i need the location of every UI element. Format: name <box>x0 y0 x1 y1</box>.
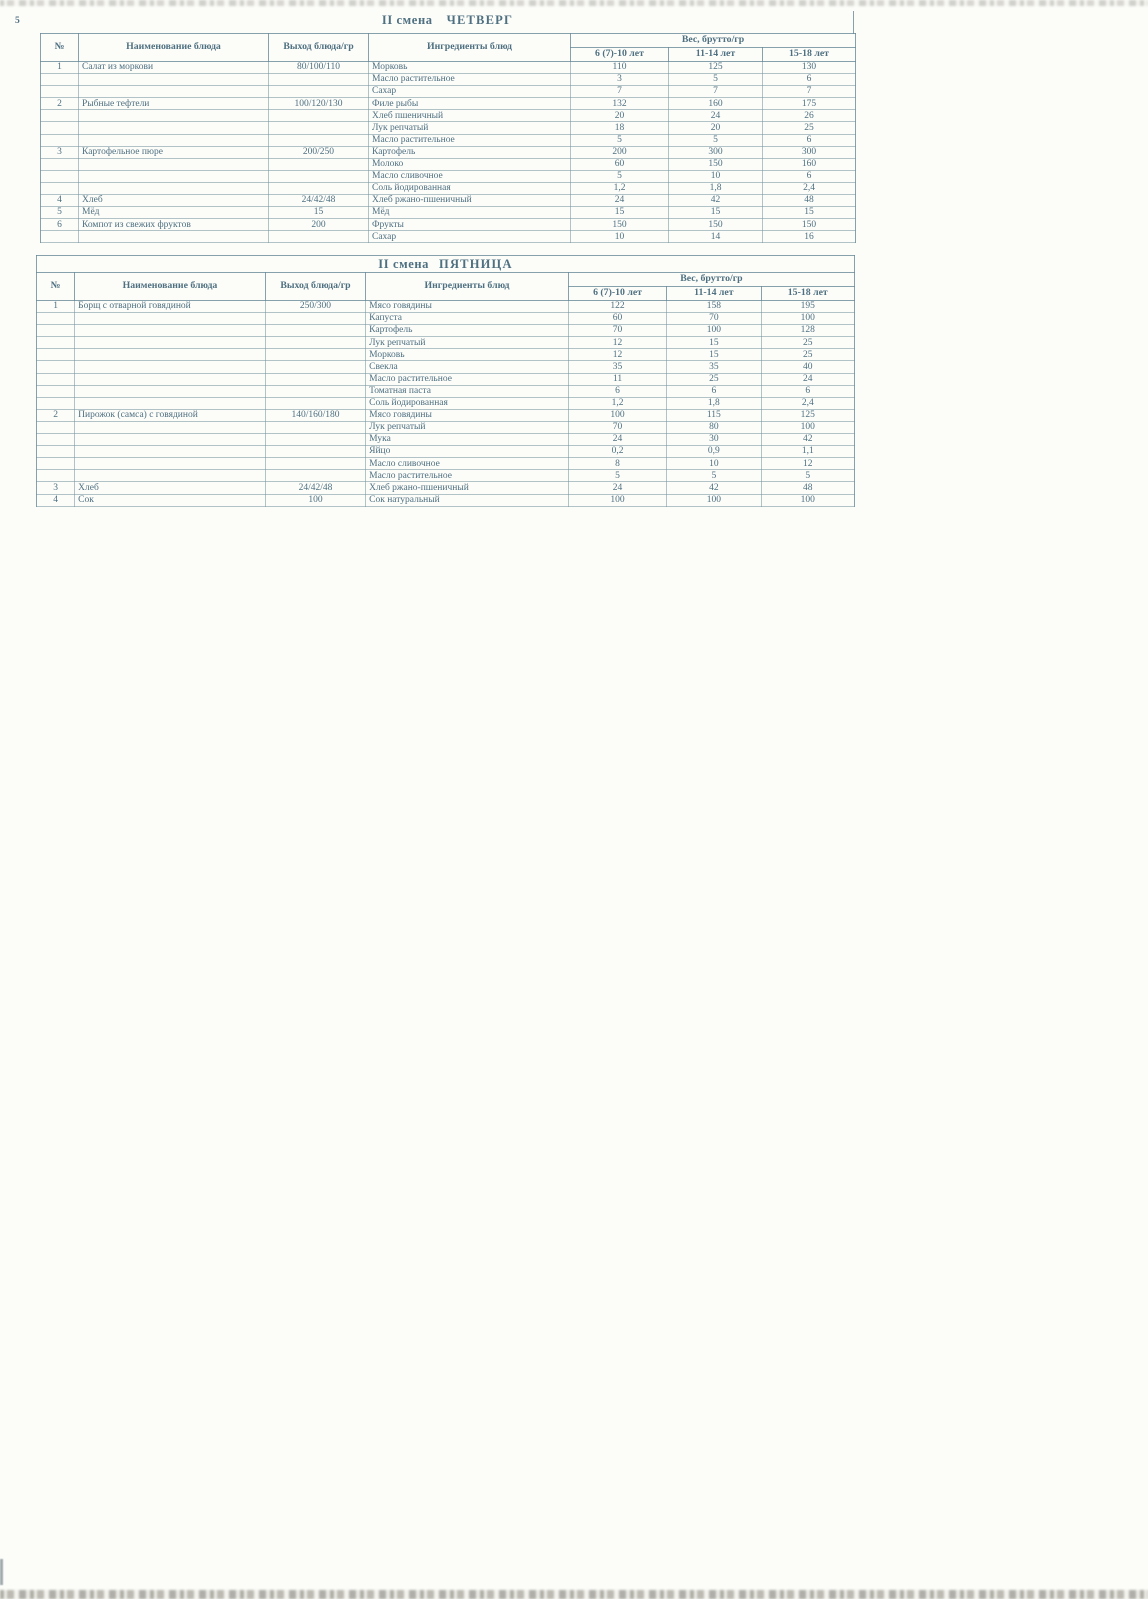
table-row <box>37 337 855 349</box>
ingredient-cell: Сахар <box>369 86 571 98</box>
row-num-cell: 3 <box>41 146 79 158</box>
table-row <box>37 301 855 313</box>
weight-6-10-cell: 24 <box>568 434 666 446</box>
row-num-cell <box>37 337 75 349</box>
dish-name-cell <box>75 421 266 433</box>
dish-output-cell <box>265 446 365 458</box>
col-header-dish: Наименование блюда <box>79 34 269 62</box>
dish-name-cell: Борщ с отварной говядиной <box>75 301 266 313</box>
table-row <box>41 86 856 98</box>
dish-output-cell <box>265 361 365 373</box>
row-num-cell: 4 <box>37 494 75 506</box>
col-header-age-11-14: 11-14 лет <box>669 48 763 62</box>
dish-output-cell <box>265 434 365 446</box>
weight-6-10-cell: 200 <box>571 146 669 158</box>
weight-6-10-cell: 1,2 <box>571 182 669 194</box>
shift-label: II смена <box>381 13 433 27</box>
dish-output-cell: 80/100/110 <box>269 62 369 74</box>
table-row <box>41 231 856 243</box>
weight-6-10-cell: 60 <box>571 158 669 170</box>
weight-11-14-cell: 100 <box>667 494 761 506</box>
weight-6-10-cell: 24 <box>568 482 666 494</box>
dish-output-cell <box>265 458 365 470</box>
weight-6-10-cell: 15 <box>571 207 669 219</box>
weight-15-18-cell: 25 <box>761 337 854 349</box>
ingredient-cell: Масло растительное <box>366 373 569 385</box>
weight-6-10-cell: 132 <box>571 98 669 110</box>
weight-11-14-cell: 1,8 <box>669 182 763 194</box>
weight-15-18-cell: 1,1 <box>761 446 854 458</box>
weight-6-10-cell: 110 <box>571 62 669 74</box>
dish-name-cell: Пирожок (самса) с говядиной <box>75 409 266 421</box>
weight-11-14-cell: 160 <box>669 98 763 110</box>
weight-15-18-cell: 12 <box>761 458 854 470</box>
dish-name-cell <box>75 349 266 361</box>
row-num-cell <box>37 421 75 433</box>
weight-11-14-cell: 15 <box>669 207 763 219</box>
weight-15-18-cell: 2,4 <box>761 397 854 409</box>
table-row <box>37 373 855 385</box>
dish-output-cell <box>269 74 369 86</box>
weight-6-10-cell: 70 <box>568 421 666 433</box>
weight-15-18-cell: 42 <box>761 434 854 446</box>
day-label: ПЯТНИЦА <box>439 256 513 271</box>
dish-name-cell <box>75 434 266 446</box>
row-num-cell <box>41 134 79 146</box>
weight-11-14-cell: 7 <box>669 86 763 98</box>
table-row <box>41 74 856 86</box>
row-num-cell: 1 <box>41 62 79 74</box>
header-row-1 <box>41 34 856 48</box>
row-num-cell <box>37 434 75 446</box>
weight-15-18-cell: 25 <box>763 122 856 134</box>
weight-11-14-cell: 42 <box>667 482 761 494</box>
weight-11-14-cell: 0,9 <box>667 446 761 458</box>
dish-name-cell: Картофельное пюре <box>79 146 269 158</box>
ingredient-cell: Мука <box>366 434 569 446</box>
weight-11-14-cell: 42 <box>669 195 763 207</box>
weight-15-18-cell: 100 <box>761 494 854 506</box>
ingredient-cell: Картофель <box>369 146 571 158</box>
ingredient-cell: Молоко <box>369 158 571 170</box>
weight-15-18-cell: 195 <box>761 301 854 313</box>
ingredient-cell: Морковь <box>366 349 569 361</box>
weight-6-10-cell: 20 <box>571 110 669 122</box>
dish-name-cell: Салат из моркови <box>79 62 269 74</box>
dish-name-cell <box>75 337 266 349</box>
row-num-cell <box>37 458 75 470</box>
dish-output-cell <box>269 122 369 134</box>
ingredient-cell: Филе рыбы <box>369 98 571 110</box>
dish-name-cell <box>75 313 266 325</box>
col-header-ingredients: Ингредиенты блюд <box>366 273 569 301</box>
dish-name-cell: Хлеб <box>79 195 269 207</box>
table-row <box>37 385 855 397</box>
ingredient-cell: Хлеб ржано-пшеничный <box>369 195 571 207</box>
row-num-cell <box>37 325 75 337</box>
scan-artifact-left <box>0 1559 3 1585</box>
dish-output-cell: 15 <box>269 207 369 219</box>
col-header-dish: Наименование блюда <box>75 273 266 301</box>
weight-15-18-cell: 128 <box>761 325 854 337</box>
ingredient-cell: Лук репчатый <box>369 122 571 134</box>
dish-name-cell <box>79 122 269 134</box>
ingredient-cell: Яйцо <box>366 446 569 458</box>
scan-artifact-bottom <box>0 1590 1148 1599</box>
weight-15-18-cell: 16 <box>763 231 856 243</box>
weight-6-10-cell: 5 <box>568 470 666 482</box>
dish-name-cell <box>75 458 266 470</box>
ingredient-cell: Мёд <box>369 207 571 219</box>
weight-15-18-cell: 6 <box>763 74 856 86</box>
table-row <box>41 98 856 110</box>
table-row <box>37 470 855 482</box>
weight-6-10-cell: 5 <box>571 170 669 182</box>
row-num-cell <box>41 182 79 194</box>
table-row <box>37 421 855 433</box>
weight-6-10-cell: 122 <box>568 301 666 313</box>
weight-6-10-cell: 10 <box>571 231 669 243</box>
ingredient-cell: Свекла <box>366 361 569 373</box>
ingredient-cell: Хлеб пшеничный <box>369 110 571 122</box>
header-row-1 <box>37 273 855 287</box>
weight-11-14-cell: 125 <box>669 62 763 74</box>
weight-15-18-cell: 6 <box>763 170 856 182</box>
row-num-cell: 1 <box>37 301 75 313</box>
row-num-cell <box>41 158 79 170</box>
scan-stray-line <box>853 11 854 34</box>
dish-output-cell <box>269 170 369 182</box>
dish-output-cell: 24/42/48 <box>265 482 365 494</box>
table-row <box>41 182 856 194</box>
col-header-age-6-10: 6 (7)-10 лет <box>571 48 669 62</box>
table-row <box>41 158 856 170</box>
dish-name-cell: Компот из свежих фруктов <box>79 219 269 231</box>
dish-name-cell <box>75 325 266 337</box>
row-num-cell <box>37 385 75 397</box>
col-header-age-15-18: 15-18 лет <box>763 48 856 62</box>
weight-6-10-cell: 8 <box>568 458 666 470</box>
table-row <box>41 219 856 231</box>
dish-output-cell: 24/42/48 <box>269 195 369 207</box>
weight-11-14-cell: 1,8 <box>667 397 761 409</box>
dish-output-cell <box>265 325 365 337</box>
dish-output-cell <box>269 231 369 243</box>
weight-11-14-cell: 20 <box>669 122 763 134</box>
table-row <box>41 146 856 158</box>
shift-label: II смена <box>378 256 430 271</box>
ingredient-cell: Картофель <box>366 325 569 337</box>
weight-11-14-cell: 158 <box>667 301 761 313</box>
weight-11-14-cell: 100 <box>667 325 761 337</box>
ingredient-cell: Мясо говядины <box>366 301 569 313</box>
row-num-cell <box>41 122 79 134</box>
weight-6-10-cell: 35 <box>568 361 666 373</box>
dish-name-cell <box>75 446 266 458</box>
weight-15-18-cell: 125 <box>761 409 854 421</box>
table-row <box>37 482 855 494</box>
dish-output-cell <box>269 182 369 194</box>
row-num-cell <box>37 313 75 325</box>
row-num-cell <box>37 397 75 409</box>
dish-output-cell: 140/160/180 <box>265 409 365 421</box>
weight-15-18-cell: 6 <box>761 385 854 397</box>
weight-11-14-cell: 15 <box>667 349 761 361</box>
col-header-weight-group: Вес, брутто/гр <box>568 273 854 287</box>
weight-6-10-cell: 18 <box>571 122 669 134</box>
weight-6-10-cell: 5 <box>571 134 669 146</box>
row-num-cell <box>41 170 79 182</box>
dish-output-cell <box>265 337 365 349</box>
ingredient-cell: Лук репчатый <box>366 421 569 433</box>
table-row <box>37 397 855 409</box>
ingredient-cell: Масло сливочное <box>369 170 571 182</box>
weight-15-18-cell: 26 <box>763 110 856 122</box>
menu-table-friday-body <box>37 301 855 507</box>
table-row <box>37 361 855 373</box>
dish-name-cell: Рыбные тефтели <box>79 98 269 110</box>
table-row <box>37 446 855 458</box>
weight-6-10-cell: 70 <box>568 325 666 337</box>
weight-6-10-cell: 7 <box>571 86 669 98</box>
weight-11-14-cell: 6 <box>667 385 761 397</box>
weight-15-18-cell: 40 <box>761 361 854 373</box>
table-row <box>37 434 855 446</box>
title-row <box>37 256 855 273</box>
table-row <box>41 195 856 207</box>
weight-15-18-cell: 48 <box>761 482 854 494</box>
weight-15-18-cell: 300 <box>763 146 856 158</box>
ingredient-cell: Масло растительное <box>366 470 569 482</box>
dish-name-cell: Хлеб <box>75 482 266 494</box>
dish-name-cell <box>79 86 269 98</box>
row-num-cell: 2 <box>37 409 75 421</box>
weight-11-14-cell: 5 <box>669 134 763 146</box>
weight-6-10-cell: 12 <box>568 337 666 349</box>
weight-11-14-cell: 70 <box>667 313 761 325</box>
weight-6-10-cell: 100 <box>568 494 666 506</box>
dish-output-cell <box>265 421 365 433</box>
ingredient-cell: Капуста <box>366 313 569 325</box>
row-num-cell <box>37 446 75 458</box>
ingredient-cell: Масло растительное <box>369 134 571 146</box>
ingredient-cell: Сок натуральный <box>366 494 569 506</box>
table-friday-title <box>37 256 855 273</box>
weight-11-14-cell: 30 <box>667 434 761 446</box>
dish-name-cell <box>79 158 269 170</box>
weight-15-18-cell: 130 <box>763 62 856 74</box>
weight-6-10-cell: 60 <box>568 313 666 325</box>
dish-output-cell: 200/250 <box>269 146 369 158</box>
dish-output-cell: 100 <box>265 494 365 506</box>
row-num-cell: 2 <box>41 98 79 110</box>
table-row <box>41 134 856 146</box>
ingredient-cell: Фрукты <box>369 219 571 231</box>
dish-output-cell <box>265 313 365 325</box>
ingredient-cell: Мясо говядины <box>366 409 569 421</box>
table-row <box>37 409 855 421</box>
weight-15-18-cell: 7 <box>763 86 856 98</box>
col-header-num: № <box>37 273 75 301</box>
dish-output-cell <box>265 373 365 385</box>
weight-6-10-cell: 150 <box>571 219 669 231</box>
dish-output-cell: 250/300 <box>265 301 365 313</box>
col-header-num: № <box>41 34 79 62</box>
table-row <box>41 207 856 219</box>
weight-11-14-cell: 35 <box>667 361 761 373</box>
weight-6-10-cell: 0,2 <box>568 446 666 458</box>
row-num-cell <box>37 373 75 385</box>
weight-15-18-cell: 100 <box>761 421 854 433</box>
ingredient-cell: Лук репчатый <box>366 337 569 349</box>
row-num-cell <box>37 349 75 361</box>
dish-name-cell: Сок <box>75 494 266 506</box>
weight-15-18-cell: 160 <box>763 158 856 170</box>
ingredient-cell: Соль йодированная <box>366 397 569 409</box>
table-row <box>41 62 856 74</box>
row-num-cell: 3 <box>37 482 75 494</box>
table-row <box>37 325 855 337</box>
row-num-cell <box>41 231 79 243</box>
dish-name-cell <box>75 385 266 397</box>
weight-11-14-cell: 14 <box>669 231 763 243</box>
col-header-weight-group: Вес, брутто/гр <box>571 34 856 48</box>
row-num-cell <box>41 86 79 98</box>
row-num-cell: 4 <box>41 195 79 207</box>
dish-output-cell <box>265 385 365 397</box>
weight-11-14-cell: 15 <box>667 337 761 349</box>
dish-output-cell: 100/120/130 <box>269 98 369 110</box>
weight-11-14-cell: 300 <box>669 146 763 158</box>
weight-15-18-cell: 175 <box>763 98 856 110</box>
col-header-age-15-18: 15-18 лет <box>761 287 854 301</box>
menu-table-thursday-body <box>41 62 856 243</box>
row-num-cell <box>41 74 79 86</box>
weight-11-14-cell: 10 <box>667 458 761 470</box>
table-row <box>41 170 856 182</box>
ingredient-cell: Хлеб ржано-пшеничный <box>366 482 569 494</box>
dish-name-cell <box>75 470 266 482</box>
weight-11-14-cell: 24 <box>669 110 763 122</box>
dish-name-cell <box>79 182 269 194</box>
page-number: 5 <box>15 16 20 26</box>
dish-name-cell <box>75 373 266 385</box>
menu-table-friday <box>36 255 855 507</box>
table-row <box>37 494 855 506</box>
col-header-age-11-14: 11-14 лет <box>667 287 761 301</box>
table-thursday-title <box>40 13 855 28</box>
weight-15-18-cell: 150 <box>763 219 856 231</box>
weight-6-10-cell: 3 <box>571 74 669 86</box>
weight-15-18-cell: 100 <box>761 313 854 325</box>
weight-6-10-cell: 1,2 <box>568 397 666 409</box>
dish-output-cell <box>269 134 369 146</box>
dish-name-cell <box>79 74 269 86</box>
weight-6-10-cell: 12 <box>568 349 666 361</box>
dish-name-cell <box>79 134 269 146</box>
col-header-output: Выход блюда/гр <box>269 34 369 62</box>
weight-15-18-cell: 25 <box>761 349 854 361</box>
col-header-ingredients: Ингредиенты блюд <box>369 34 571 62</box>
weight-15-18-cell: 5 <box>761 470 854 482</box>
dish-output-cell <box>269 110 369 122</box>
dish-name-cell <box>79 231 269 243</box>
row-num-cell <box>41 110 79 122</box>
table-row <box>37 313 855 325</box>
weight-15-18-cell: 15 <box>763 207 856 219</box>
ingredient-cell: Сахар <box>369 231 571 243</box>
dish-name-cell: Мёд <box>79 207 269 219</box>
table-row <box>41 110 856 122</box>
weight-11-14-cell: 115 <box>667 409 761 421</box>
table-row <box>37 458 855 470</box>
weight-11-14-cell: 25 <box>667 373 761 385</box>
menu-table-thursday <box>40 33 856 243</box>
weight-6-10-cell: 11 <box>568 373 666 385</box>
dish-name-cell <box>75 397 266 409</box>
weight-11-14-cell: 80 <box>667 421 761 433</box>
weight-15-18-cell: 48 <box>763 195 856 207</box>
dish-output-cell <box>265 470 365 482</box>
col-header-output: Выход блюда/гр <box>265 273 365 301</box>
dish-output-cell <box>265 349 365 361</box>
weight-15-18-cell: 2,4 <box>763 182 856 194</box>
weight-11-14-cell: 10 <box>669 170 763 182</box>
weight-11-14-cell: 5 <box>669 74 763 86</box>
weight-11-14-cell: 150 <box>669 219 763 231</box>
row-num-cell: 6 <box>41 219 79 231</box>
table-row <box>37 349 855 361</box>
dish-output-cell <box>265 397 365 409</box>
weight-11-14-cell: 150 <box>669 158 763 170</box>
ingredient-cell: Масло сливочное <box>366 458 569 470</box>
weight-15-18-cell: 24 <box>761 373 854 385</box>
row-num-cell <box>37 470 75 482</box>
ingredient-cell: Соль йодированная <box>369 182 571 194</box>
weight-6-10-cell: 6 <box>568 385 666 397</box>
ingredient-cell: Масло растительное <box>369 74 571 86</box>
weight-11-14-cell: 5 <box>667 470 761 482</box>
ingredient-cell: Томатная паста <box>366 385 569 397</box>
weight-6-10-cell: 24 <box>571 195 669 207</box>
weight-6-10-cell: 100 <box>568 409 666 421</box>
day-label: ЧЕТВЕРГ <box>446 13 514 27</box>
dish-name-cell <box>79 170 269 182</box>
col-header-age-6-10: 6 (7)-10 лет <box>568 287 666 301</box>
weight-15-18-cell: 6 <box>763 134 856 146</box>
dish-output-cell <box>269 86 369 98</box>
dish-name-cell <box>75 361 266 373</box>
dish-output-cell <box>269 158 369 170</box>
row-num-cell <box>37 361 75 373</box>
dish-output-cell: 200 <box>269 219 369 231</box>
table-row <box>41 122 856 134</box>
dish-name-cell <box>79 110 269 122</box>
ingredient-cell: Морковь <box>369 62 571 74</box>
row-num-cell: 5 <box>41 207 79 219</box>
